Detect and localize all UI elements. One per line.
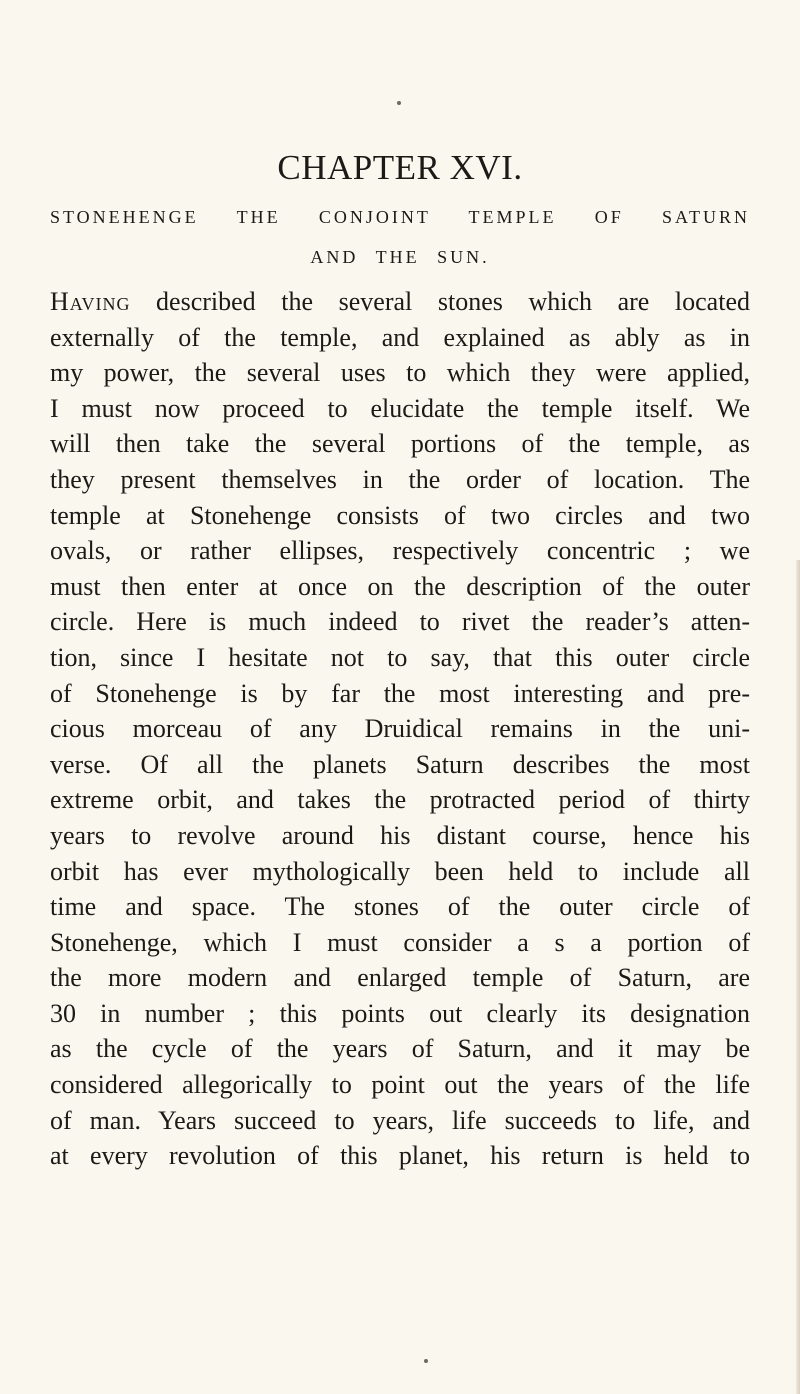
text-line-content: described the several stones which are located [130, 287, 750, 316]
text-line: externally of the temple, and explained as ably as in [50, 322, 750, 352]
text-line: will then take the several portions of the temple, as [50, 429, 750, 459]
page-speck [424, 1359, 428, 1363]
text-line: cious morceau of any Druidical remains in the uni- [50, 714, 750, 744]
opening-word: Having [50, 287, 131, 316]
text-line: my power, the several uses to which they were applied, [50, 358, 750, 388]
text-line: considered allegorically to point out the years of the life [50, 1070, 750, 1100]
page-speck [397, 101, 401, 105]
text-line: temple at Stonehenge consists of two circles and two [50, 500, 750, 530]
chapter-body [50, 284, 750, 1174]
text-line: of Stonehenge is by far the most interesting and pre- [50, 678, 750, 708]
chapter-subtitle-line-1: STONEHENGE THE CONJOINT TEMPLE OF SATURN [50, 207, 750, 227]
text-line: at every revolution of this planet, his return is held to [50, 1141, 750, 1171]
text-line: I must now proceed to elucidate the temple itself. We [50, 393, 750, 423]
chapter-title: CHAPTER XVI. [277, 148, 523, 187]
text-line: they present themselves in the order of location. The [50, 464, 750, 494]
text-line: time and space. The stones of the outer circle of [50, 892, 750, 922]
text-line: must then enter at once on the description of the outer [50, 571, 750, 601]
text-line: circle. Here is much indeed to rivet the reader’s atten- [50, 607, 750, 637]
text-line: extreme orbit, and takes the protracted period of thirty [50, 785, 750, 815]
text-line [50, 284, 750, 320]
text-line: years to revolve around his distant course, hence his [50, 820, 750, 850]
text-line: tion, since I hesitate not to say, that this outer circle [50, 642, 750, 672]
text-line: Stonehenge, which I must consider a s a portion of [50, 927, 750, 957]
text-line: 30 in number ; this points out clearly its designation [50, 998, 750, 1028]
page-edge-shadow [796, 560, 800, 1394]
chapter-subtitle-line-2: AND THE SUN. [310, 247, 490, 267]
text-line: orbit has ever mythologically been held to include all [50, 856, 750, 886]
text-line: of man. Years succeed to years, life succeeds to life, and [50, 1105, 750, 1135]
text-line: the more modern and enlarged temple of Saturn, are [50, 963, 750, 993]
text-line: ovals, or rather ellipses, respectively concentric ; we [50, 536, 750, 566]
text-line: as the cycle of the years of Saturn, and it may be [50, 1034, 750, 1064]
text-line: verse. Of all the planets Saturn describes the most [50, 749, 750, 779]
